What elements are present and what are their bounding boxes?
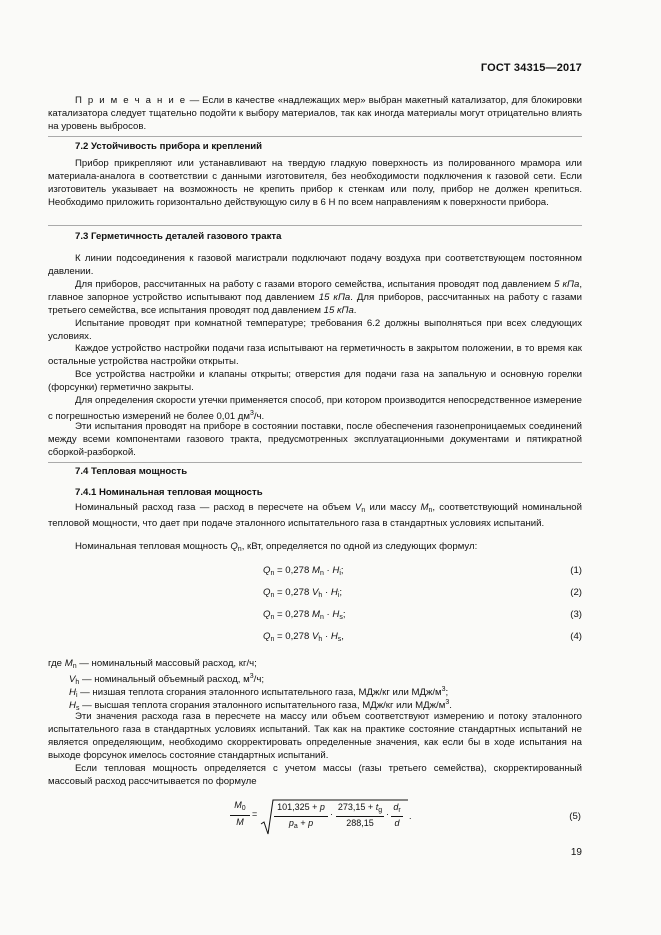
section-7-4-1-paragraph-1: Номинальный расход газа — расход в пересчете на объем $V_n$ или массу $M_n$, соответствующий номинальной тепловой мощности, что дает при подаче эталонного испытательного газа в стандартных условиях испытаний. bbox=[48, 502, 582, 529]
document-code: ГОСТ 34315—2017 bbox=[480, 62, 582, 74]
section-7-4-1-paragraph-4: Если тепловая мощность определяется с учетом массы (газы третьего семейства), скорректированный массовый расход рассчитывается по формуле bbox=[48, 763, 582, 787]
root-fraction-1-denominator: $p_a + p$ bbox=[288, 818, 314, 830]
section-7-4-1-paragraph-3: Эти значения расхода газа в пересчете на массу или объем соответствуют измерению и потоку эталонного испытательного газа в стандартных условиях испытаний. Так как на практике состояние стандартных испытаний не является определяющим, необходимо скорректировать определенные значения, как если бы в ходе испытания на выходе форсунок имелось состояние стандартных испытаний. bbox=[48, 711, 582, 761]
formula-number: (2) bbox=[570, 587, 582, 598]
formula-2: $Q_n = 0,278$ $V_h \cdot H_i$; (2) bbox=[263, 587, 582, 599]
formula-end: . bbox=[409, 811, 412, 821]
multiply-dot: · bbox=[386, 809, 389, 819]
definition-1: где $M_n$ — номинальный массовый расход, кг/ч; bbox=[48, 658, 257, 670]
fraction-bar bbox=[230, 815, 250, 816]
fraction-bar bbox=[274, 816, 328, 817]
note-label: П р и м е ч а н и е bbox=[75, 95, 187, 106]
note-paragraph bbox=[48, 94, 582, 133]
section-7-2-paragraph: Прибор прикрепляют или устанавливают на твердую гладкую поверхность из полированного мрамора или материала-аналога в соответствии с данными изготовителя, без необходимости подключения к газовой сети. Если изготовитель указывает на возможность не крепить прибор к стенкам или полу, прибор не должен крепиться. Необходимо приложить горизонтально действующую силу в 6 Н по всем направлениям к поверхности прибора. bbox=[48, 158, 582, 208]
root-fraction-2-numerator: $273,15 + t_g$ bbox=[337, 802, 383, 814]
formula-1: $Q_n = 0,278$ $M_n \cdot H_i$; (1) bbox=[263, 565, 582, 577]
section-7-3-paragraph-5: Все устройства настройки и клапаны открыты; отверстия для подачи газа на запальную и основную горелки (форсунки) герметично закрыты. bbox=[48, 369, 582, 393]
section-7-3-paragraph-6: Для определения скорости утечки применяется способ, при котором производится непосредственное измерение с погрешностью измерений не более 0,01 $дм^3/ч$. bbox=[48, 395, 582, 422]
root-fraction-3-numerator: $d_r$ bbox=[393, 802, 401, 814]
root-fraction-3-denominator: d bbox=[394, 818, 400, 828]
definition-2: $V_h$ — номинальный объемный расход, $м^3/ч$; bbox=[69, 673, 264, 686]
fraction-bar bbox=[391, 816, 403, 817]
section-7-4-1-paragraph-2: Номинальная тепловая мощность $Q_n$, кВт, определяется по одной из следующих формул: bbox=[75, 541, 478, 553]
section-7-4-title: 7.4 Тепловая мощность bbox=[75, 466, 188, 477]
root-fraction-2-denominator: 288,15 bbox=[346, 818, 374, 828]
page-number: 19 bbox=[570, 847, 582, 858]
section-7-3-paragraph-7: Эти испытания проводят на приборе в состоянии поставки, после обеспечения газонепроницаемых соединений между всеми компонентами газового тракта, предусмотренных эксплуатационными документами и пятикратной сборкой-разборкой. bbox=[48, 421, 582, 458]
divider bbox=[48, 136, 582, 137]
fraction-bar bbox=[336, 816, 384, 817]
lhs-denominator: M bbox=[236, 817, 244, 827]
section-7-3-title: 7.3 Герметичность деталей газового тракта bbox=[75, 231, 282, 242]
definition-3: $H_i$ — низшая теплота сгорания эталонного испытательного газа, МДж/кг или МДж/$м^3$; bbox=[69, 686, 449, 699]
divider bbox=[48, 462, 582, 463]
equals-sign: = bbox=[252, 809, 258, 819]
note-text: — Если в качестве «надлежащих мер» выбран макетный катализатор, для блокировки катализатора следует тщательно подойти к выбору материалов, так как иногда материалы могут отрицательно влиять на уровень выбросов. bbox=[48, 95, 582, 132]
section-7-2-title: 7.2 Устойчивость прибора и креплений bbox=[75, 141, 263, 152]
section-7-3-paragraph-4: Каждое устройство настройки подачи газа испытывают на герметичность в закрытом положении, в то время как остальные устройства настройки открыты. bbox=[48, 343, 582, 367]
formula-number: (5) bbox=[569, 811, 581, 822]
formula-number: (1) bbox=[570, 565, 582, 576]
divider bbox=[48, 225, 582, 226]
section-7-3-paragraph-1: К линии подсоединения к газовой магистрали подключают подачу воздуха при соответствующем постоянном давлении. bbox=[48, 253, 582, 277]
definition-4: $H_s$ — высшая теплота сгорания эталонного испытательного газа, МДж/кг или МДж/$м^3$. bbox=[69, 699, 452, 712]
multiply-dot: · bbox=[330, 809, 333, 819]
section-7-3-paragraph-3: Испытание проводят при комнатной температуре; требования 6.2 должны выполняться при всех следующих условиях. bbox=[48, 318, 582, 342]
formula-4: $Q_n = 0,278$ $V_h \cdot H_s$, (4) bbox=[263, 631, 582, 643]
lhs-numerator: $M_0$ bbox=[234, 800, 246, 812]
formula-number: (4) bbox=[570, 631, 582, 642]
formula-3: $Q_n = 0,278$ $M_n \cdot H_s$; (3) bbox=[263, 609, 582, 621]
root-fraction-1-numerator: 101,325 + p bbox=[277, 802, 325, 812]
section-7-3-paragraph-2: Для приборов, рассчитанных на работу с газами второго семейства, испытания проводят под давлением 5 кПа, главное запорное устройство испытывают под давлением 15 кПа. Для приборов, рассчитанных на работу с газами третьего семейства, все испытания проводят под давлением 15 кПа. bbox=[48, 279, 583, 316]
formula-5 bbox=[230, 798, 590, 838]
section-7-4-1-title: 7.4.1 Номинальная тепловая мощность bbox=[75, 487, 263, 498]
formula-number: (3) bbox=[570, 609, 582, 620]
